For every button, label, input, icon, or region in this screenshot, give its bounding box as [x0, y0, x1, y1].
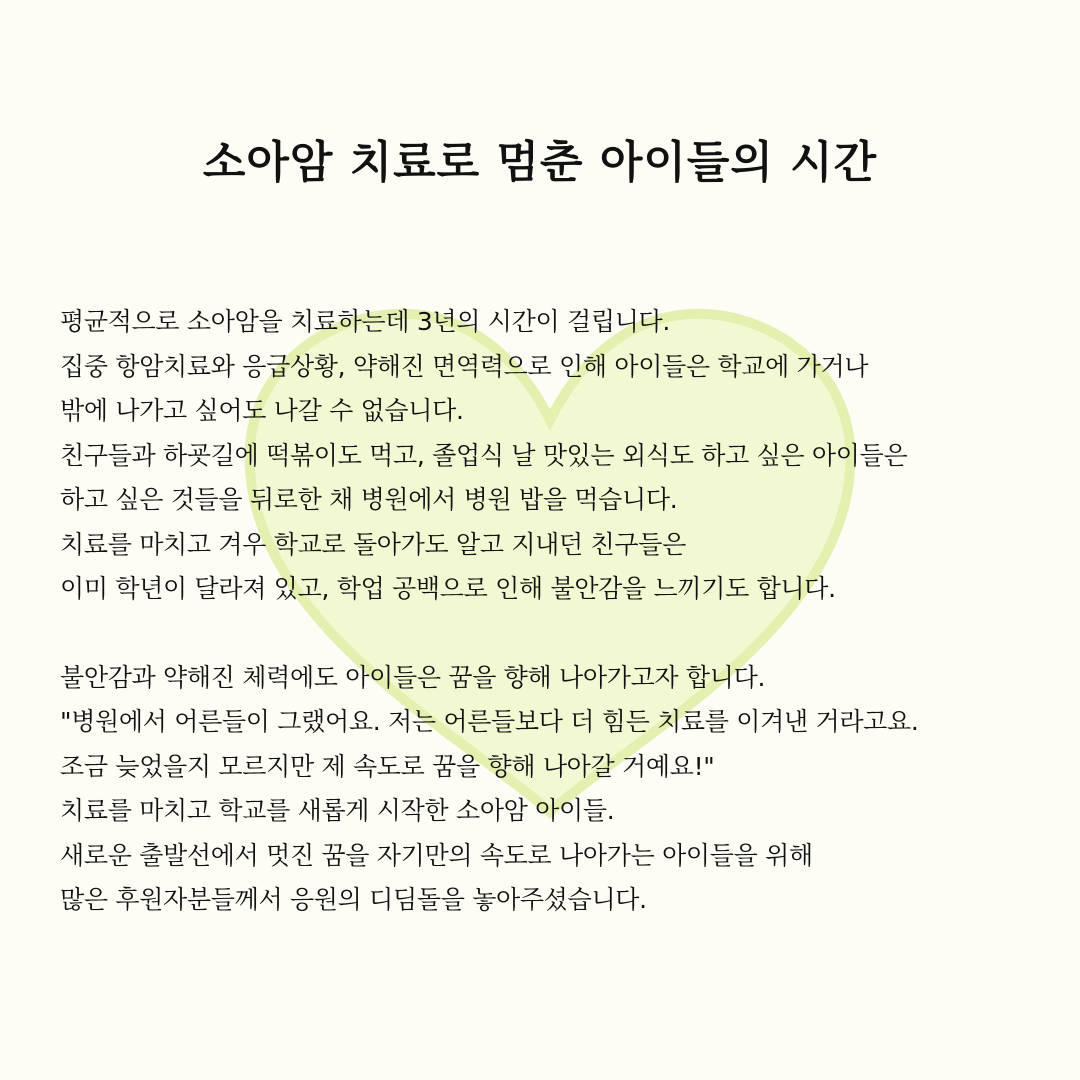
- paragraph-1: [60, 300, 1040, 612]
- text-line: 새로운 출발선에서 멋진 꿈을 자기만의 속도로 나아가는 아이들을 위해: [60, 840, 813, 870]
- text-line: 평균적으로 소아암을 치료하는데 3년의 시간이 걸립니다.: [60, 307, 671, 336]
- text-line: 친구들과 하굣길에 떡볶이도 먹고, 졸업식 날 맛있는 외식도 하고 싶은 아이들은: [60, 440, 908, 470]
- text-line: 많은 후원자분들께서 응원의 디딤돌을 놓아주셨습니다.: [60, 885, 647, 914]
- text-line: 조금 늦었을지 모르지만 제 속도로 꿈을 향해 나아갈 거예요!": [60, 751, 715, 781]
- page-title: 소아암 치료로 멈춘 아이들의 시간: [202, 137, 878, 188]
- text-line: 집중 항암치료와 응급상황, 약해진 면역력으로 인해 아이들은 학교에 가거나: [60, 351, 869, 381]
- text-line: 치료를 마치고 학교를 새롭게 시작한 소아암 아이들.: [60, 796, 615, 825]
- text-line: 이미 학년이 달라져 있고, 학업 공백으로 인해 불안감을 느끼기도 합니다.: [60, 574, 836, 603]
- text-line: 하고 싶은 것들을 뒤로한 채 병원에서 병원 밥을 먹습니다.: [60, 485, 678, 514]
- paragraph-2: [60, 656, 1040, 923]
- body-text: [60, 300, 1040, 923]
- text-line: 불안감과 약해진 체력에도 아이들은 꿈을 향해 나아가고자 합니다.: [60, 662, 766, 692]
- text-line: 밖에 나가고 싶어도 나갈 수 없습니다.: [60, 396, 464, 425]
- text-line: 치료를 마치고 겨우 학교로 돌아가도 알고 지내던 친구들은: [60, 529, 686, 559]
- text-line: "병원에서 어른들이 그랬어요. 저는 어른들보다 더 힘든 치료를 이겨낸 거라고요.: [60, 707, 919, 736]
